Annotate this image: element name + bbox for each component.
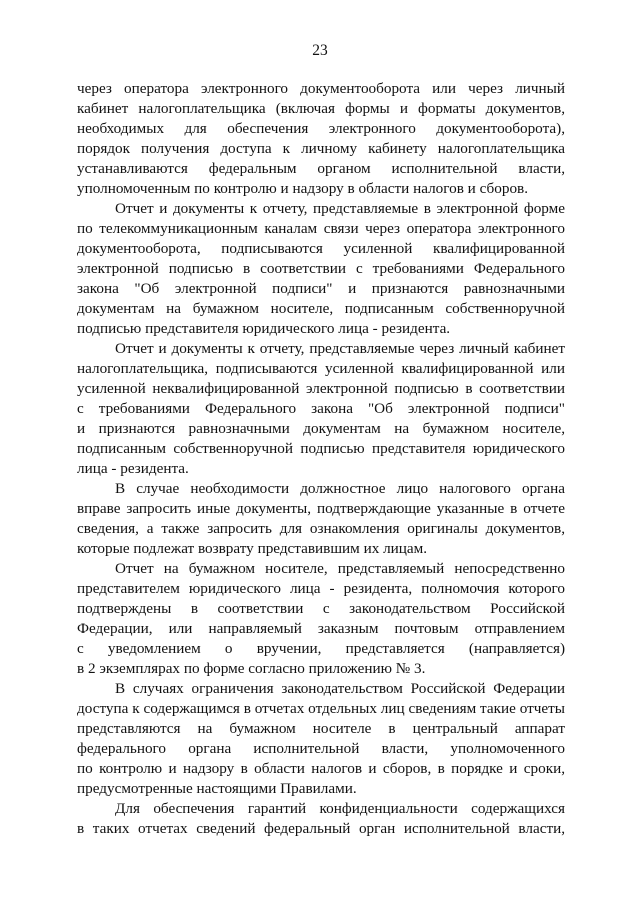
text-line: федерального органа исполнительной власти, уполномоченного: [77, 740, 565, 757]
text-line: Отчет и документы к отчету, представляемые в электронной форме: [115, 200, 565, 217]
text-line: предусмотренные настоящими Правилами.: [77, 780, 357, 797]
text-line: кабинет налогоплательщика (включая формы и форматы документов,: [77, 100, 565, 117]
text-line: в таких отчетах сведений федеральный орган исполнительной власти,: [77, 820, 565, 837]
text-line: доступа к содержащимся в отчетах отдельных лиц сведениям такие отчеты: [77, 700, 565, 717]
document-body: [77, 79, 565, 839]
text-line: устанавливаются федеральным органом исполнительной власти,: [77, 160, 565, 177]
text-line: закона "Об электронной подписи" и признаются равнозначными: [77, 280, 565, 297]
paragraph: [77, 199, 565, 339]
text-line: с требованиями Федерального закона "Об электронной подписи": [77, 400, 565, 417]
text-line: которые подлежат возврату представившим их лицам.: [77, 540, 428, 557]
text-line: и признаются равнозначными документам на бумажном носителе,: [77, 420, 565, 437]
text-line: документам на бумажном носителе, подписанным собственноручной: [77, 300, 565, 317]
text-line: с уведомлением о вручении, представляется (направляется): [77, 640, 565, 657]
text-line: Отчет на бумажном носителе, представляемый непосредственно: [115, 560, 565, 577]
text-line: вправе запросить иные документы, подтверждающие указанные в отчете: [77, 500, 565, 517]
page-number: 23: [312, 42, 328, 59]
text-line: Отчет и документы к отчету, представляемые через личный кабинет: [115, 340, 565, 357]
text-line: документооборота, подписываются усиленной квалифицированной: [77, 240, 565, 257]
text-line: электронной подписью в соответствии с требованиями Федерального: [77, 260, 565, 277]
paragraph: [77, 79, 565, 199]
paragraph: [77, 479, 565, 559]
text-line: сведения, а также запросить для ознакомления оригиналы документов,: [77, 520, 565, 537]
text-line: по контролю и надзору в области налогов и сборов, в порядке и сроки,: [77, 760, 565, 777]
paragraph: [77, 559, 565, 679]
text-line: в 2 экземплярах по форме согласно приложению № 3.: [77, 660, 426, 677]
text-line: подписанным собственноручной подписью представителя юридического: [77, 440, 565, 457]
text-line: усиленной неквалифицированной электронной подписью в соответствии: [77, 380, 565, 397]
text-line: налогоплательщика, подписываются усиленной квалифицированной или: [77, 360, 565, 377]
text-line: по телекоммуникационным каналам связи через оператора электронного: [77, 220, 565, 237]
text-line: В случаях ограничения законодательством Российской Федерации: [115, 680, 565, 697]
text-line: лица - резидента.: [77, 460, 189, 477]
text-line: уполномоченным по контролю и надзору в области налогов и сборов.: [77, 180, 529, 197]
paragraph: [77, 679, 565, 799]
text-line: подписью представителя юридического лица - резидента.: [77, 320, 451, 337]
text-line: порядок получения доступа к личному кабинету налогоплательщика: [77, 140, 565, 157]
text-line: через оператора электронного документооборота или через личный: [77, 80, 565, 97]
text-line: необходимых для обеспечения электронного документооборота),: [77, 120, 565, 137]
paragraph: [77, 799, 565, 839]
text-line: подтверждены в соответствии с законодательством Российской: [77, 600, 565, 617]
paragraph: [77, 339, 565, 479]
text-line: представляются на бумажном носителе в центральный аппарат: [77, 720, 565, 737]
text-line: представителем юридического лица - резидента, полномочия которого: [77, 580, 565, 597]
text-line: Для обеспечения гарантий конфиденциальности содержащихся: [115, 800, 565, 817]
text-line: Федерации, или направляемый заказным почтовым отправлением: [77, 620, 565, 637]
text-line: В случае необходимости должностное лицо налогового органа: [115, 480, 565, 497]
